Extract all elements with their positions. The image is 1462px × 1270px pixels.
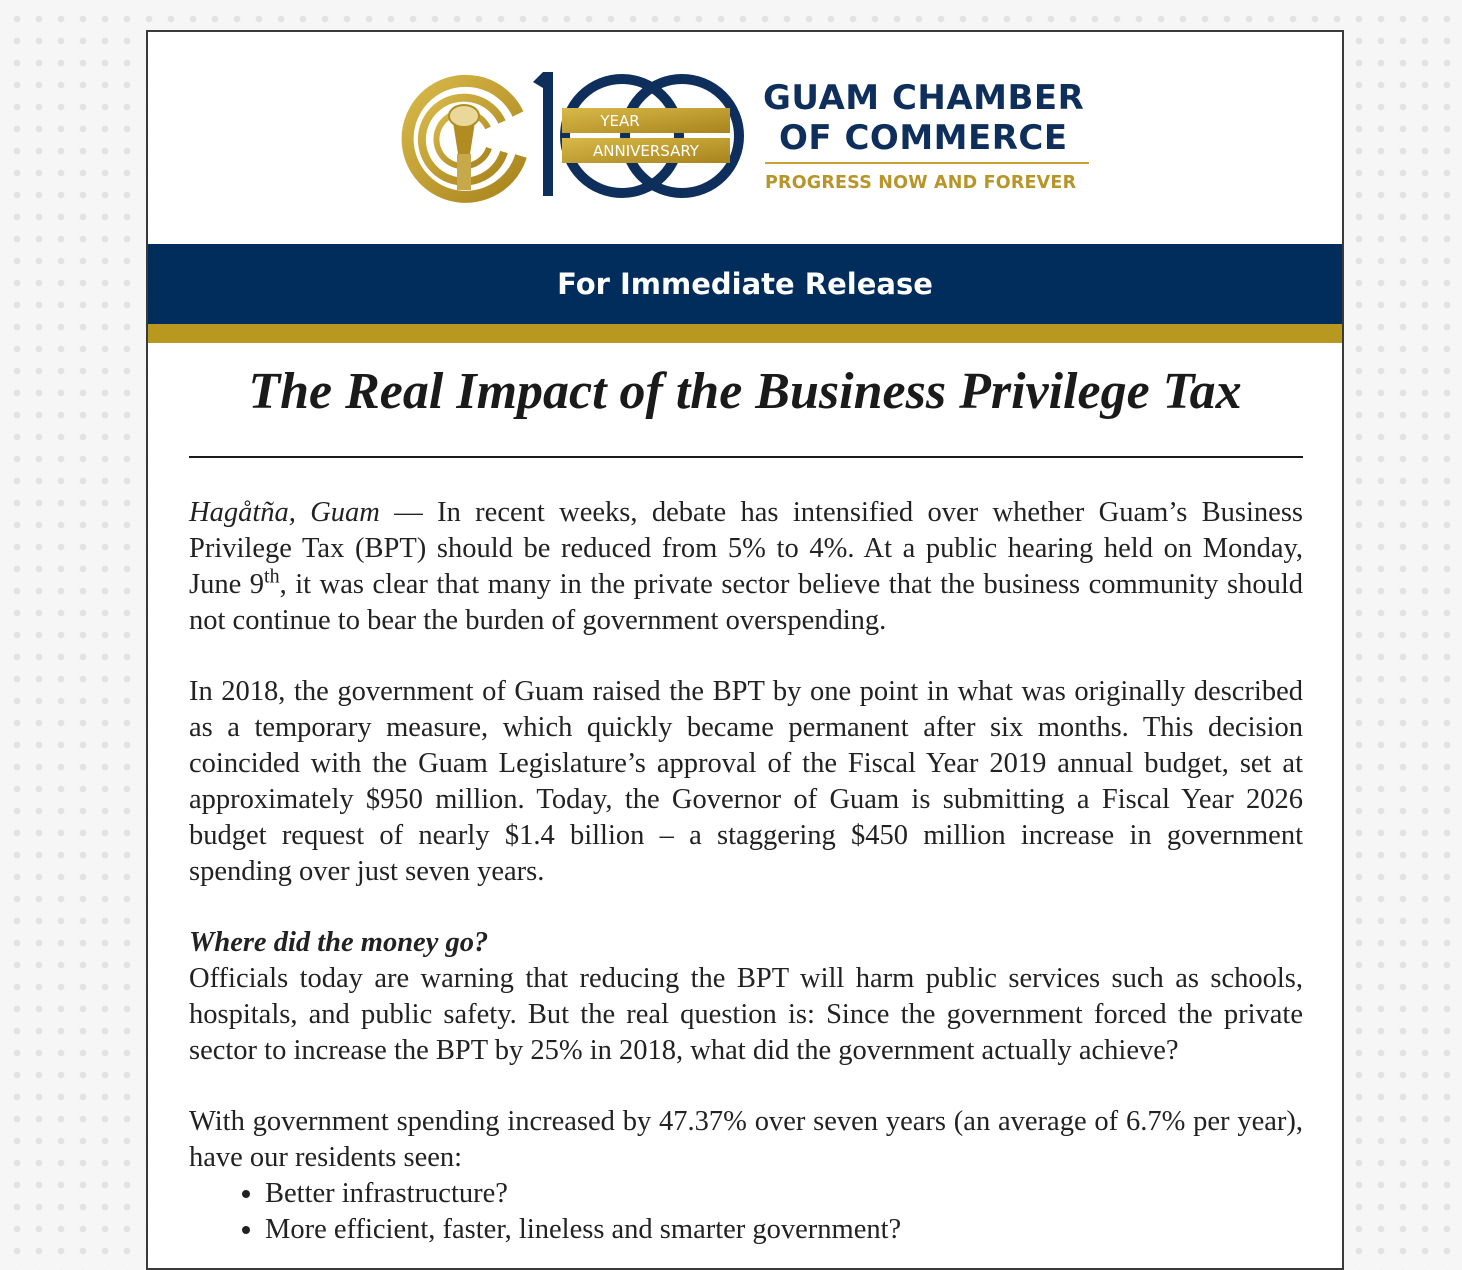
paragraph-question: Officials today are warning that reducing the BPT will harm public services such as schools, hospitals, and public safety. But the real question is: Since the government forced the private sector to increase the BPT by 25% in 2018, what did the government actually achieve? (189, 963, 1303, 1066)
dateline: Hagåtña, Guam (189, 497, 380, 528)
letterhead (148, 32, 1342, 244)
question-list (189, 1176, 1303, 1248)
gold-stripe (148, 324, 1342, 343)
list-item: • More efficient, faster, lineless and smarter government? (265, 1212, 1303, 1248)
org-name-line1: GUAM CHAMBER (763, 78, 1085, 118)
ordinal-suffix: th (264, 565, 280, 588)
svg-text:YEAR: YEAR (600, 112, 640, 130)
title-divider (189, 456, 1303, 458)
paragraph-spending: With government spending increased by 47.37% over seven years (an average of 6.7% per year), have our residents seen: (189, 1106, 1303, 1173)
press-release-page (146, 30, 1344, 1270)
guam-chamber-logo-icon (400, 68, 745, 204)
paragraph-intro-text-b: , it was clear that many in the private sector believe that the business community should not continue to bear the burden of government overspending. (189, 569, 1303, 636)
paragraph-history: In 2018, the government of Guam raised the BPT by one point in what was originally described as a temporary measure, which quickly became permanent after six months. This decision coincided with the Guam Legislature’s approval of the Fiscal Year 2019 annual budget, set at approximately $950 million. Today, the Governor of Guam is submitting a Fiscal Year 2026 budget request of nearly $1.4 billion – a staggering $450 million increase in government spending over just seven years. (189, 676, 1303, 887)
paragraph-intro-text-a: In recent weeks, debate has intensified over whether Guam’s Business Privilege Tax (BPT) should be reduced from 5% to 4%. At a public hearing held on Monday, June 9 (189, 497, 1303, 600)
article-title: The Real Impact of the Business Privilege Tax (248, 363, 1242, 420)
dateline-separator: — (379, 497, 438, 528)
org-tagline: PROGRESS NOW AND FOREVER (765, 173, 1077, 193)
org-name-line2: OF COMMERCE (779, 118, 1068, 158)
list-item: • Better infrastructure? (265, 1176, 1303, 1212)
section-subhead: Where did the money go? (189, 927, 489, 958)
paragraph-intro (189, 495, 1303, 639)
release-banner: For Immediate Release (148, 244, 1342, 324)
org-divider (765, 162, 1089, 164)
organization-name (763, 78, 1084, 158)
svg-text:ANNIVERSARY: ANNIVERSARY (593, 142, 699, 160)
article-body (189, 495, 1303, 1248)
